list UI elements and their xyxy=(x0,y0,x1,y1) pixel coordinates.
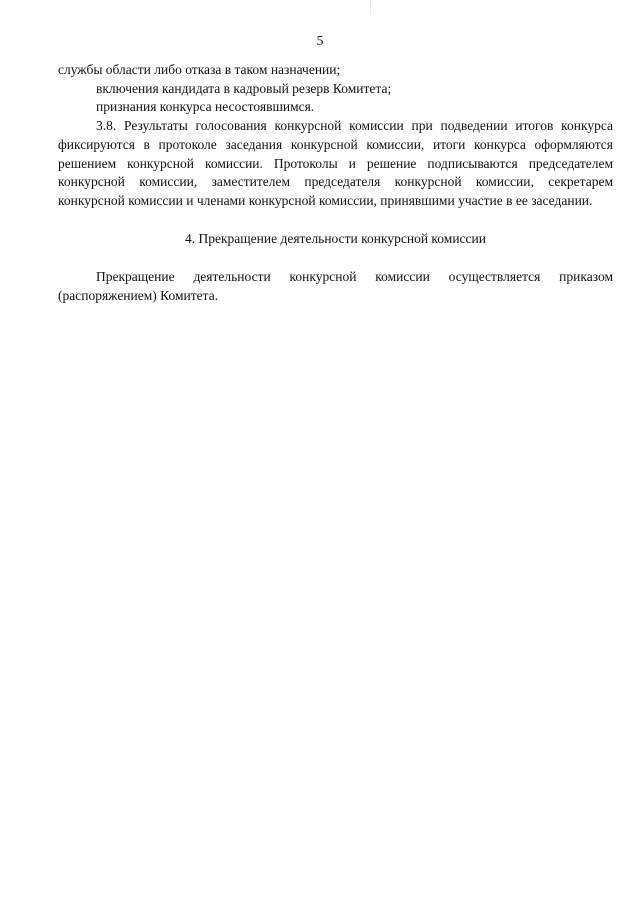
paragraph-section-4: Прекращение деятельности конкурсной комиссии осуществляется приказом (распоряжением) Комитета. xyxy=(58,269,613,304)
paragraph-list-item: включения кандидата в кадровый резерв Комитета; xyxy=(96,80,392,96)
page-number: 5 xyxy=(316,33,324,48)
paragraph-clause-3-8: 3.8. Результаты голосования конкурсной комиссии при подведении итогов конкурса фиксируются в протоколе заседания конкурсной комиссии, итоги конкурса оформляются решением конкурсной комиссии. Протоколы и решение подписываются председателем конкурсной комиссии, заместителем председателя конкурсной комиссии, секретарем конкурсной комиссии и членами конкурсной комиссии, принявшими участие в ее заседании. xyxy=(58,118,613,208)
section-heading: 4. Прекращение деятельности конкурсной комиссии xyxy=(184,230,486,246)
document-body xyxy=(58,61,613,306)
scan-artifact xyxy=(370,0,373,14)
paragraph-continuation: службы области либо отказа в таком назначении; xyxy=(58,62,341,77)
paragraph-list-item: признания конкурса несостоявшимся. xyxy=(96,99,315,115)
